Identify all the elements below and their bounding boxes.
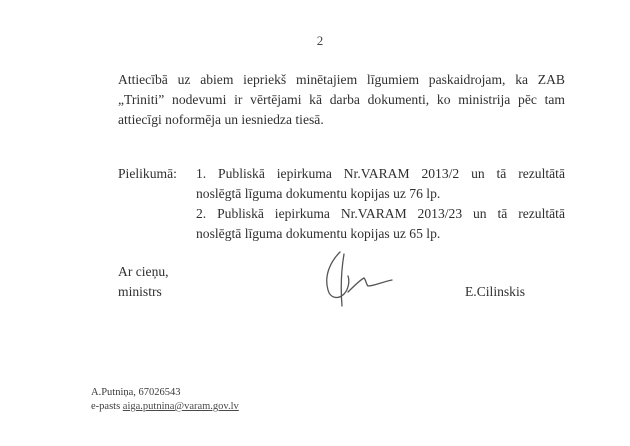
body-paragraph: [118, 70, 565, 130]
contact-email-line: [91, 400, 239, 414]
email-link[interactable]: aiga.putnina@varam.gov.lv: [122, 401, 239, 412]
page-number: 2: [316, 33, 324, 48]
closing-greeting: Ar cieņu,: [118, 264, 169, 279]
attachment-item-2: [196, 204, 565, 244]
signer-title: ministrs: [118, 284, 162, 299]
attachment-line: noslēgtā līguma dokumentu kopijas uz 65 lp.: [196, 226, 441, 241]
attachment-line: 2. Publiskā iepirkuma Nr.VARAM 2013/23 un tā rezultātā: [196, 206, 565, 221]
email-label: e-pasts: [91, 401, 121, 412]
attachment-line: 1. Publiskā iepirkuma Nr.VARAM 2013/2 un tā rezultātā: [196, 166, 565, 181]
handwritten-signature: [318, 246, 398, 312]
paragraph-line: attiecīgi noformēja un iesniedza tiesā.: [118, 112, 324, 127]
contact-block: [91, 386, 239, 414]
attachment-line: noslēgtā līguma dokumentu kopijas uz 76 lp.: [196, 186, 441, 201]
signer-name: E.Cilinskis: [465, 284, 526, 299]
contact-name-phone: A.Putniņa, 67026543: [91, 387, 181, 398]
closing-block: [118, 262, 169, 302]
paragraph-line: „Triniti” nodevumi ir vērtējami kā darba dokumenti, ko ministrija pēc tam: [118, 92, 565, 107]
paragraph-line: Attiecībā uz abiem iepriekš minētajiem līgumiem paskaidrojam, ka ZAB: [118, 72, 565, 87]
attachments-label: Pielikumā:: [118, 166, 177, 181]
attachment-item-1: [196, 164, 565, 204]
